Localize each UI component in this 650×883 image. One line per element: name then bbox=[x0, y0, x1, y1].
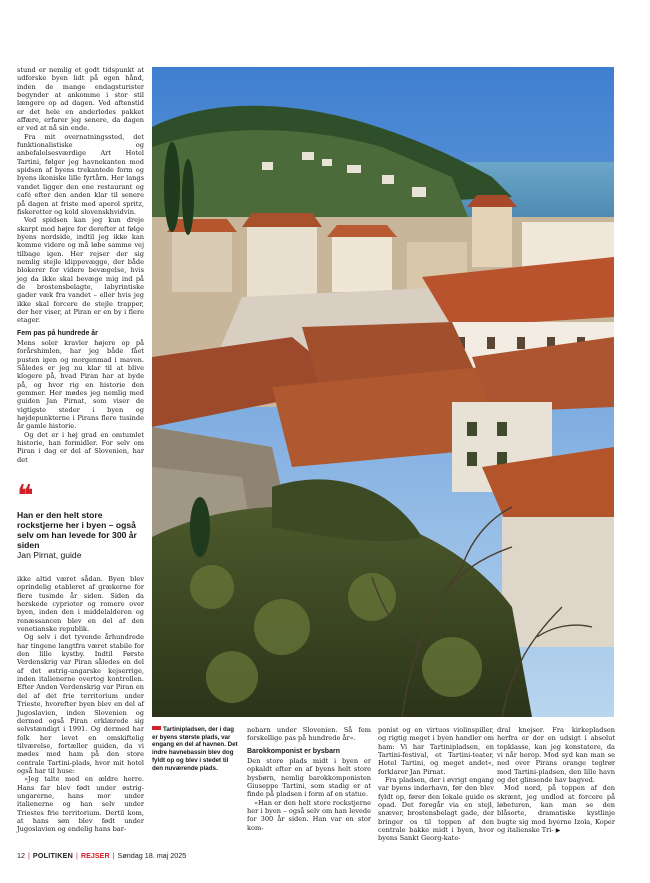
paragraph: Og det er i høj grad en omtumlet historie, han formidler. For selv om Piran i dag er del af Slovenien, har det bbox=[17, 430, 144, 464]
paragraph: Og selv i det tyvende århundrede har tingene langtfra været stabile for den lille kystby. Indtil Første Verdenskrig var Piran således en del af det østrig-ungarske kejserrige, inden italienerne overtog kontrollen. Efter Anden Verdenskrig var Piran en del af det frie territorium under Trieste, hvorefter byen blev en del af Jugoslavien, inden Slovenien og dermed også Piran erklærede sig selvstændigt i 1991. Og dermed har folk her levet en omskiftelig tilværelse, fortæller guiden, da vi mødes med ham på den store centrale Tartini-plads, hvor mit hotel også har til huse: bbox=[17, 633, 144, 775]
pull-quote bbox=[17, 479, 144, 560]
paragraph: ikke altid været sådan. Byen blev oprindelig etableret af grækerne for flere tusinde år siden. Siden da herskede cyprioter og romere over byen, inden den i middelalderen og renæssancen blev en del af den venetianske republik. bbox=[17, 575, 144, 634]
piran-view-illustration bbox=[152, 67, 614, 717]
divider: | bbox=[112, 851, 115, 860]
paragraph: stund er nemlig et godt tidspunkt at udforske byen lidt på egen hånd, inden de mange endagsturister begynder at ankomme i stor stil længere op ad dagen. Ved aftenstid er det hele en anderledes pakket affære, erfarer jeg senere, da dagen er ved at nå sin ende. bbox=[17, 66, 144, 133]
main-photo bbox=[152, 67, 614, 717]
paragraph: dral knejser. Fra kirkepladsen herfra er der en udsigt i absolut topklasse, kan jeg konstatere, da vi når herop. Mod syd kan man se ned over Pirans orange teglrør mod Tartini-pladsen, den lille havn og det glinsende hav bagved. bbox=[497, 726, 615, 785]
paragraph: »Jeg talte med en ældre herre. Hans far blev født under østrig-ungarerne, hans mor under italienerne og han selv under Triestes frie territorium. Dertil kom, at hans søn blev født under Jugoslavien og endelig hans bar- bbox=[17, 775, 144, 834]
publication-name: POLITIKEN bbox=[32, 851, 74, 860]
subheading: Barokkomponist er bysbarn bbox=[247, 747, 340, 755]
paragraph: Fra pladsen, der i øvrigt engang var byens inderhavn, før den blev fyldt op, fører den lokale guide os opad. Det foregår via en stejl, snæver, brostensbelagt gade, der bringer os til toppen af den centrale bakke midt i byen, hvor byens Sankt Georg-kate- bbox=[378, 776, 494, 843]
article-column-3 bbox=[247, 726, 371, 832]
paragraph: »Han er den helt store rockstjerne her i byen – også selv om han levede for 300 år siden. Han var en stor kom- bbox=[247, 798, 371, 832]
section-name: REJSER bbox=[80, 851, 110, 860]
subheading: Fem pas på hundrede år bbox=[17, 329, 98, 337]
photo-caption bbox=[152, 726, 240, 772]
page-footer bbox=[17, 851, 186, 860]
paragraph bbox=[497, 784, 615, 835]
paragraph-text: Mod nord, på toppen af den skrænt, jeg undlod at forcere på løbeturen, kan man se den blåsorte, dramatiske kystlinje bugte sig mod byerne Izola, Koper og italienske Tri- bbox=[497, 784, 615, 835]
divider: | bbox=[28, 851, 30, 860]
paragraph: Den store plads midt i byen er opkaldt efter en af byens helt store bysbørn, nemlig barokkomponisten Giuseppe Tartini, som stadig er at finde på pladsen i form af en statue. bbox=[247, 757, 371, 799]
paragraph: nebarn under Slovenien. Så fem forskellige pas på hundrede år«. bbox=[247, 726, 371, 743]
continue-arrow-icon: ▶ bbox=[555, 827, 561, 835]
page-number: 12 bbox=[17, 851, 25, 860]
paragraph: ponist og en virtuos violinspiller, og rigtig meget i byen handler om ham: Vi har Tartinipladsen, en Tartini-festival, et Tartini-teater, Hotel Tartini, og meget andet«, forklarer Jan Pirnat. bbox=[378, 726, 494, 776]
divider: | bbox=[76, 851, 78, 860]
paragraph: Fra mit overnatningssted, det funktionalistiske og anbefalelsesværdige Art Hotel Tartini, følger jeg havnekanten mod spidsen af byens trekantede form og byens ikoniske lille fyrtårn. Her langs vandet ligger den ene restaurant og café efter den anden klar til senere på dagen at friste med aperol spritz, fiskeretter og kold slovenskhvidvin. bbox=[17, 132, 144, 216]
caption-marker bbox=[152, 726, 161, 730]
article-column-5 bbox=[497, 726, 615, 835]
article-column-1-continued bbox=[17, 575, 144, 834]
pull-quote-text: Han er den helt store rockstjerne her i byen – også selv om han levede for 300 år siden bbox=[17, 510, 137, 550]
paragraph: Ved spidsen kan jeg kun dreje skarpt mod højre for derefter at følge byens nordside, indtil jeg ikke kan komme videre og må løbe samme vej tilbage igen. Her rejser der sig nemlig stejle klippevægge, der både blokerer for videre bevægelse, hvis jeg da ikke skal bevæge mig ind på de brostensbelagte, labyrintiske gader væk fra vandet – eller hvis jeg ikke skal forcere de stejle trapper, der her viser, at Piran er en by i flere etager. bbox=[17, 216, 144, 325]
quote-mark-icon: ❛❛ bbox=[17, 479, 30, 514]
caption-text: Tartinipladsen, der i dag er byens største plads, var engang en del af havnen. Det indre havnebassin blev dog fyldt op og blev i stedet til den nuværende plads. bbox=[152, 726, 238, 772]
article-column-4 bbox=[378, 726, 494, 843]
issue-date: Søndag 18. maj 2025 bbox=[117, 851, 187, 860]
article-column-1 bbox=[17, 66, 144, 464]
pull-quote-attribution: Jan Pirnat, guide bbox=[17, 550, 82, 560]
paragraph: Mens soler kravler højere op på forårshimlen, har jeg både fået pusten igen og morgenmad i maven. Således er jeg nu klar til at blive klogere på, hvad Piran har at byde på, og hvor rig en historie den gemmer. Her mødes jeg nemlig med guiden Jan Pirnat, som viser de vigtigste steder i byen og højdepunkterne i Pirans flere tusinde år gamle historie. bbox=[17, 339, 144, 431]
